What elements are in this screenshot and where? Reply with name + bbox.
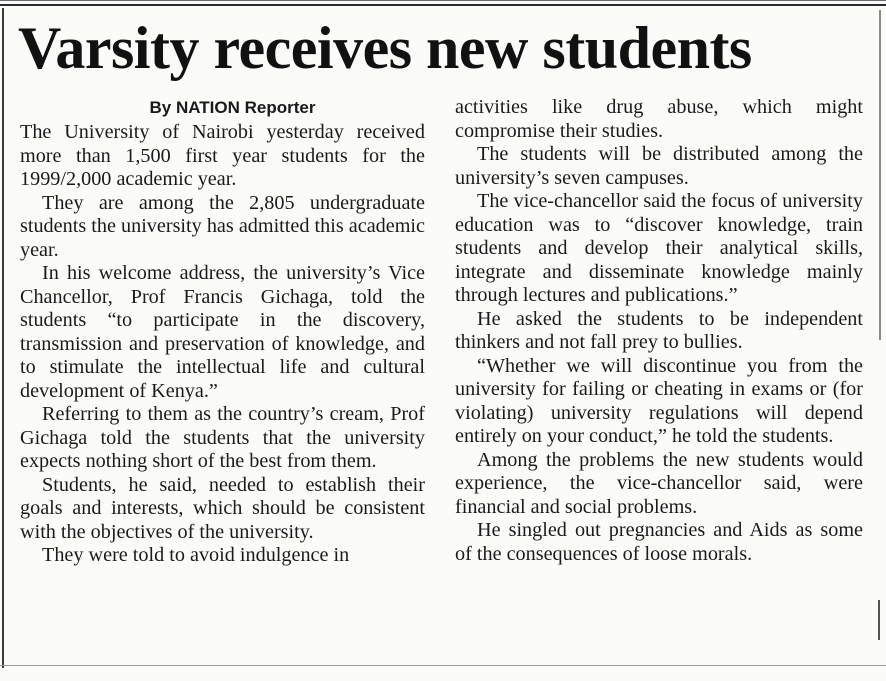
- article-column-right: [455, 96, 863, 566]
- bottom-rule: [0, 665, 886, 666]
- left-border-rule: [2, 8, 4, 668]
- article-paragraph: The students will be distributed among the university’s seven campuses.: [455, 143, 863, 189]
- article-paragraph: In his welcome address, the university’s Vice Chancellor, Prof Francis Gichaga, told the students “to participate in the discovery, transmission and preservation of knowledge, and to stimulate the intellectual life and cultural development of Kenya.”: [20, 262, 425, 402]
- article-paragraph: They were told to avoid indulgence in: [42, 544, 350, 566]
- article-paragraph: Students, he said, needed to establish their goals and interests, which should be consistent with the objectives of the university.: [20, 473, 425, 543]
- article-paragraph: activities like drug abuse, which might compromise their studies.: [455, 96, 863, 142]
- article-paragraph: The University of Nairobi yesterday received more than 1,500 first year students for the 1999/2,000 academic year.: [20, 121, 425, 190]
- right-border-rule-lower: [878, 600, 880, 640]
- article-column-left: [20, 96, 425, 568]
- article-paragraph: Among the problems the new students would experience, the vice-chancellor said, were financial and social problems.: [455, 448, 863, 518]
- top-rule: [0, 4, 886, 6]
- article-headline: Varsity receives new students: [18, 15, 752, 81]
- article-paragraph: “Whether we will discontinue you from the university for failing or cheating in exams or (for violating) university regulations will depend entirely on your conduct,” he told the students.: [455, 354, 863, 447]
- article-paragraph: The vice-chancellor said the focus of university education was to “discover knowledge, train students and develop their analytical skills, integrate and disseminate knowledge mainly through lectures and publications.”: [455, 190, 863, 306]
- article-byline: By NATION Reporter: [149, 98, 316, 117]
- right-border-rule: [879, 10, 881, 340]
- top-thin-rule: [0, 0, 886, 1]
- article-paragraph: They are among the 2,805 undergraduate students the university has admitted this academic year.: [20, 191, 425, 261]
- article-paragraph: He singled out pregnancies and Aids as some of the consequences of loose morals.: [455, 519, 863, 565]
- article-paragraph: Referring to them as the country’s cream, Prof Gichaga told the students that the university expects nothing short of the best from them.: [20, 403, 425, 472]
- article-paragraph: He asked the students to be independent thinkers and not fall prey to bullies.: [455, 307, 863, 353]
